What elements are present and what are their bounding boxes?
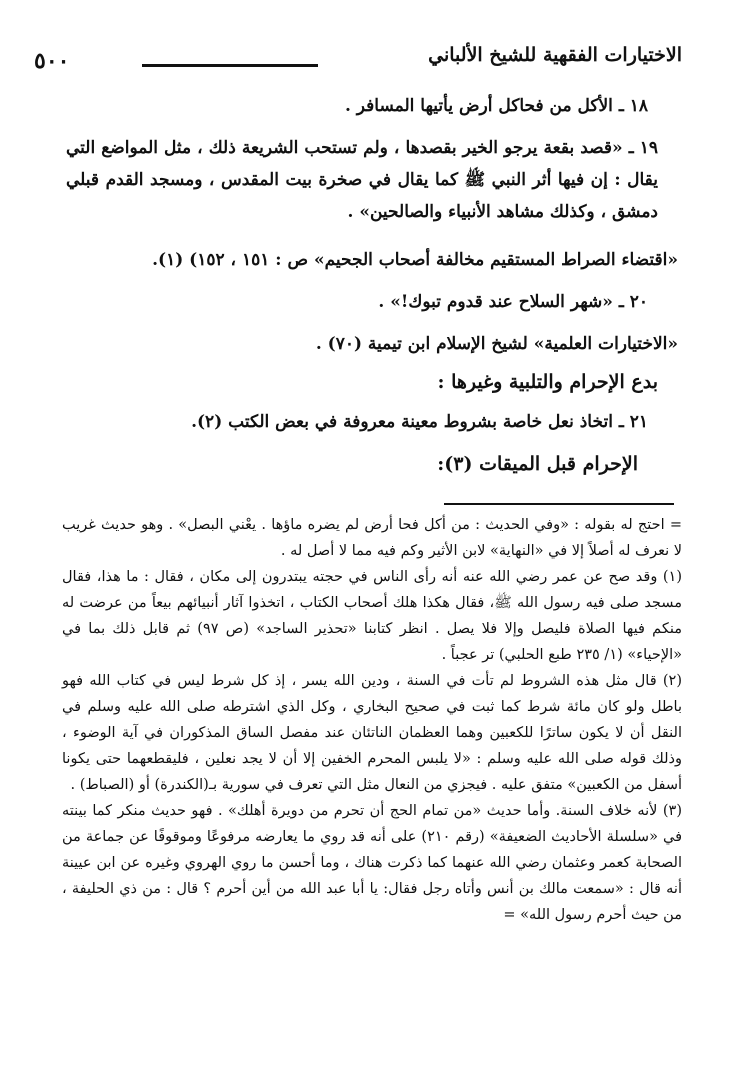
source-citation-2: «الاختيارات العلمية» لشيخ الإسلام ابن تيمية (٧٠) . [315, 334, 678, 354]
footnote-continuation: = احتج له بقوله : «وفي الحديث : من أكل فحا أرض لم يضره ماؤها . يعْني البصل» . وهو حديث غريب لا نعرف له أصلاً إلا في «النهاية» لابن الأثير وكم فيه مما لا أصل له . [62, 517, 682, 559]
footnote-separator [444, 503, 674, 505]
item-19: ١٩ ـ «قصد بقعة يرجو الخير بقصدها ، ولم تستحب الشريعة ذلك ، مثل المواضع التي يقال : إن فيها أثر النبي ﷺ كما يقال في صخرة بيت المقدس ، ومسجد القدم قبلي دمشق ، وكذلك مشاهد الأنبياء والصالحين» . [66, 138, 658, 222]
item-21: ٢١ ـ اتخاذ نعل خاصة بشروط معينة معروفة في بعض الكتب (٢). [191, 412, 648, 432]
book-title: الاختيارات الفقهية للشيخ الألباني [428, 44, 682, 66]
subheading-ihram-before-miqat: الإحرام قبل الميقات (٣): [437, 453, 638, 475]
footnote-1: (١) وقد صح عن عمر رضي الله عنه أنه رأى الناس في حجته يبتدرون إلى مكان ، فقال : ما هذا، فقال مسجد صلى فيه رسول الله ﷺ، فقال هكذا هلك أصحاب الكتاب ، اتخذوا آثار أنبيائهم بيعاً من عرضت له منكم فيها الصلاة فليصل وإلا فلا يصل . انظر كتابنا «تحذير الساجد» (ص ٩٧) ثم قابل ذلك بما في «الإحياء» (١/ ٢٣٥ طبع الحلبي) تر عجباً . [62, 569, 682, 663]
header-rule [142, 64, 318, 67]
footnote-2: (٢) قال مثل هذه الشروط لم تأت في السنة ، ودين الله يسر ، إذ كل شرط ليس في كتاب الله فهو باطل ولو كان مائة شرط كما ثبت في صحيح البخاري ، وكل الذي اشترطه صلى الله عليه وسلم في النقل أن لا يكون ساترًا للكعبين وهما العظمان الناتئان عند مفصل الساق المذكوران في آية الوضوء ، وذلك قوله صلى الله عليه وسلم : «لا يلبس المحرم الخفين إلا أن لا يجد نعلين ، فليقطعهما حتى يكونا أسفل من الكعبين» متفق عليه . فيجزي من النعال مثل التي تعرف في سورية بـ(الكندرة) أو (الصباط) . [62, 673, 682, 793]
page-number: ٥٠٠ [34, 48, 70, 74]
footnote-3: (٣) لأنه خلاف السنة. وأما حديث «من تمام الحج أن تحرم من دويرة أهلك» . فهو حديث منكر كما بينته في «سلسلة الأحاديث الضعيفة» (رقم ٢١٠) على أنه قد روي ما يعارضه مرفوعًا وموقوفًا عن جماعة من الصحابة كعمر وعثمان رضي الله عنهما كما ذكرت هناك ، وما أحسن ما روي الهروي وغيره عن ابن عيينة أنه قال : «سمعت مالك بن أنس وأتاه رجل فقال: يا أبا عبد الله من أين أحرم ؟ قال : من ذي الحليفة ، من حيث أحرم رسول الله» = [62, 803, 683, 923]
footnotes [62, 512, 682, 928]
page-header [34, 42, 682, 82]
source-citation-1: «اقتضاء الصراط المستقيم مخالفة أصحاب الجحيم» ص : ١٥١ ، ١٥٢) (١). [152, 250, 678, 270]
subheading-ihram-innovations: بدع الإحرام والتلبية وغيرها : [437, 371, 658, 393]
item-18: ١٨ ـ الأكل من فحاكل أرض يأتيها المسافر . [344, 96, 648, 116]
item-20: ٢٠ ـ «شهر السلاح عند قدوم تبوك!» . [378, 292, 648, 312]
